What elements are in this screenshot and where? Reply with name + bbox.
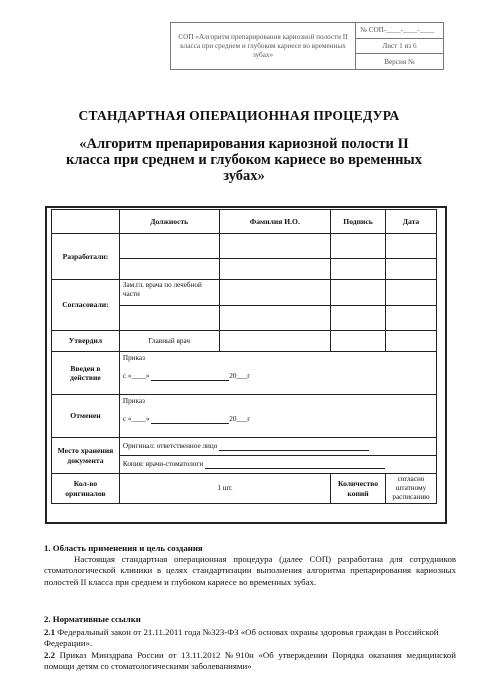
introduced-date-year: 20___г — [229, 372, 251, 380]
header-sheet: Лист 1 из 6 — [356, 39, 443, 55]
copies-count-value: согласно штатному расписанию — [386, 474, 437, 504]
page-title: СТАНДАРТНАЯ ОПЕРАЦИОННАЯ ПРОЦЕДУРА — [78, 108, 400, 123]
table-row — [52, 352, 437, 395]
page-subtitle: «Алгоритм препарирования кариозной полости II класса при среднем и глубоком кариесе во временных зубах» — [65, 136, 423, 184]
table-row — [52, 395, 437, 438]
storage-original-cell — [119, 438, 436, 456]
agreed-position: Зам.гл. врача по лечебной части — [119, 280, 219, 306]
section-1 — [44, 543, 456, 588]
row-label-cancelled: Отменен — [52, 395, 120, 438]
introduced-order: Приказ — [122, 354, 145, 362]
table-corner-cell — [52, 210, 120, 234]
header-meta — [356, 23, 443, 69]
row-label-storage: Место хранения документа — [52, 438, 120, 474]
reference-2-2-number: 2.2 — [44, 649, 55, 660]
reference-2-1 — [44, 627, 456, 649]
copies-count-label: Количество копий — [331, 474, 386, 504]
section-1-heading: 1. Область применения и цель создания — [44, 543, 203, 553]
header-number: № СОП-____-____-____ — [356, 23, 443, 39]
section-2 — [44, 614, 456, 672]
reference-2-2 — [44, 650, 456, 672]
table-row — [52, 234, 437, 259]
reference-2-1-number: 2.1 — [44, 627, 55, 638]
table-row — [52, 474, 437, 504]
row-label-originals-count: Кол-во оригиналов — [52, 474, 120, 504]
storage-original-line — [219, 442, 369, 451]
storage-copy-cell — [119, 456, 436, 474]
introduced-date-prefix: с «____» — [122, 372, 152, 380]
row-label-introduced: Введен в действие — [52, 352, 120, 395]
approval-table — [51, 209, 437, 504]
reference-2-1-text: Федеральный закон от 21.11.2011 года №323-ФЗ «Об основах охраны здоровья граждан в Российской Федерации». — [44, 627, 439, 649]
storage-original-label: Оригинал: ответственное лицо — [122, 442, 218, 450]
approved-position: Главный врач — [119, 331, 219, 352]
col-header-position: Должность — [119, 210, 219, 234]
header-doc-name: СОП «Алгоритм препарирования кариозной полости II класса при среднем и глубоком кариесе во временных зубах» — [171, 23, 356, 69]
col-header-name: Фамилия И.О. — [219, 210, 331, 234]
header-version: Версия № — [384, 57, 415, 66]
table-row — [52, 280, 437, 306]
col-header-date: Дата — [386, 210, 437, 234]
introduced-order-cell — [119, 352, 436, 395]
table-row — [52, 331, 437, 352]
cancelled-date-prefix: с «____» — [122, 415, 152, 423]
section-2-heading: 2. Нормативные ссылки — [44, 614, 141, 624]
row-label-agreed: Согласовали: — [52, 280, 120, 331]
cancelled-date-line — [151, 415, 229, 424]
originals-count-value: 1 шт. — [119, 474, 330, 504]
row-label-approved: Утвердил — [52, 331, 120, 352]
introduced-date-line — [151, 372, 229, 381]
section-1-text: Настоящая стандартная операционная процедура (далее СОП) разработана для сотрудников стоматологической клиники в целях стандартизации выполнения алгоритма препарирования кариозных полостей II класса при среднем и глубоком кариесе во временных зубах. — [44, 554, 456, 587]
cancelled-order: Приказ — [122, 397, 145, 405]
col-header-signature: Подпись — [331, 210, 386, 234]
cancelled-date-year: 20___г — [229, 415, 251, 423]
reference-2-2-text: Приказ Минздрава России от 13.11.2012 №910н «Об утверждении Порядка оказания медицинской помощи детям со стоматологическими заболеваниями» — [44, 649, 456, 671]
row-label-developed: Разработали: — [52, 234, 120, 280]
table-header-row — [52, 210, 437, 234]
document-header-box — [170, 22, 444, 70]
storage-copy-line — [205, 460, 385, 469]
storage-copy-label: Копия: врачи-стоматологи — [122, 460, 204, 468]
cancelled-order-cell — [119, 395, 436, 438]
table-row — [52, 438, 437, 456]
